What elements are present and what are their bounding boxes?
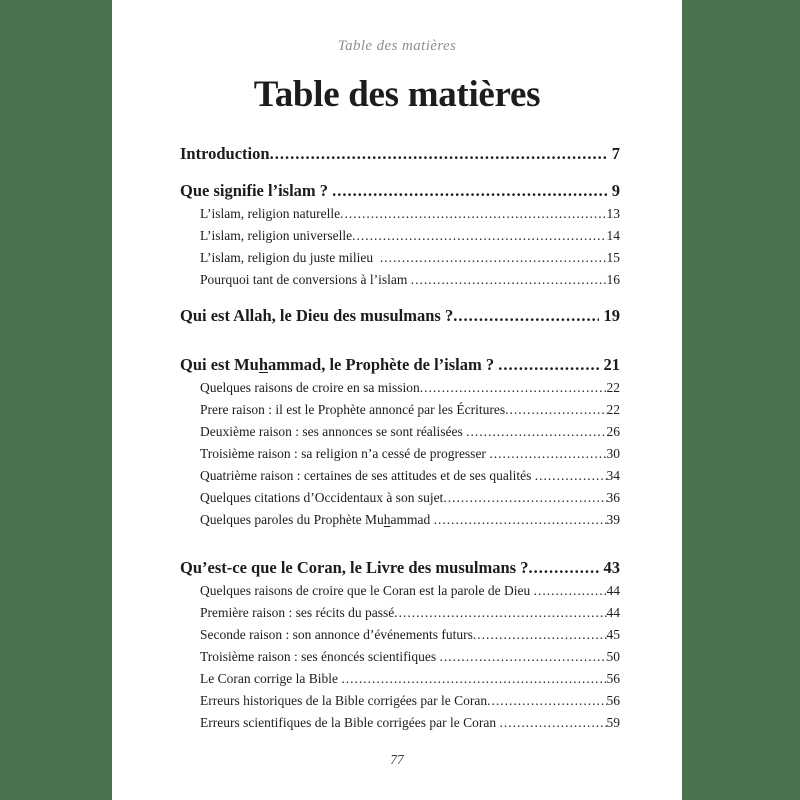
toc-entry-label-pre: Quelques paroles du Prophète Mu xyxy=(200,512,384,527)
toc-entry-page-number: 22 xyxy=(606,402,620,417)
toc-entry-page-number: 56 xyxy=(606,671,620,686)
toc-entry-page-number: 43 xyxy=(603,558,620,577)
toc-leader-dots xyxy=(505,399,606,421)
toc-entry-page-number: 26 xyxy=(606,424,620,439)
toc-entry-label: Erreurs scientifiques de la Bible corrigées par le Coran xyxy=(200,715,500,730)
toc-entry-label: Erreurs historiques de la Bible corrigées par le Coran xyxy=(200,693,488,708)
toc-entry-label: Prere raison : il est le Prophète annoncé par les Écritures xyxy=(200,402,506,417)
toc-entry-label: Pourquoi tant de conversions à l’islam xyxy=(200,272,411,287)
toc-entry-label: Le Coran corrige la Bible xyxy=(200,671,342,686)
toc-entry-label xyxy=(180,352,498,377)
toc-leader-dots xyxy=(498,352,598,377)
toc-entry-label: Que signifie l’islam ? xyxy=(180,181,333,200)
toc-entry-label: Quelques citations d’Occidentaux à son sujet xyxy=(200,490,444,505)
toc-list xyxy=(180,141,620,734)
toc-leader-dots xyxy=(453,303,598,328)
toc-leader-dots xyxy=(434,509,607,531)
toc-leader-dots xyxy=(535,465,607,487)
toc-entry xyxy=(180,690,620,712)
toc-entry-label: Quelques raisons de croire que le Coran est la parole de Dieu xyxy=(200,583,534,598)
toc-entry xyxy=(180,487,620,509)
toc-entry xyxy=(180,602,620,624)
toc-entry-label: Qui est Allah, le Dieu des musulmans ? xyxy=(180,306,454,325)
toc-entry xyxy=(180,624,620,646)
toc-entry-page-number: 30 xyxy=(606,446,620,461)
toc-section xyxy=(180,303,620,328)
toc-entry-page-number: 36 xyxy=(606,490,620,505)
toc-entry-label-post: ammad, le Prophète de l’islam ? xyxy=(268,355,499,374)
toc-entry-page-number: 7 xyxy=(611,144,620,163)
toc-entry xyxy=(180,178,620,203)
toc-entry xyxy=(180,247,620,269)
toc-leader-dots xyxy=(439,646,606,668)
toc-leader-dots xyxy=(500,712,607,734)
toc-entry-page-number: 56 xyxy=(606,693,620,708)
toc-entry xyxy=(180,141,620,166)
toc-entry-label: Quelques raisons de croire en sa mission xyxy=(200,380,420,395)
toc-entry-page-number: 14 xyxy=(606,228,620,243)
toc-section xyxy=(180,141,620,166)
book-page xyxy=(112,0,682,800)
toc-leader-dots xyxy=(534,580,607,602)
toc-entry xyxy=(180,555,620,580)
toc-leader-dots xyxy=(332,178,607,203)
toc-leader-dots xyxy=(394,602,606,624)
toc-entry-page-number: 44 xyxy=(606,605,620,620)
toc-entry-page-number: 45 xyxy=(606,627,620,642)
toc-entry-page-number: 22 xyxy=(606,380,620,395)
toc-entry-page-number: 9 xyxy=(611,181,620,200)
running-header: Table des matières xyxy=(337,38,457,54)
toc-entry xyxy=(180,203,620,225)
toc-leader-dots xyxy=(340,203,606,225)
toc-entry-label: Deuxième raison : ses annonces se sont réalisées xyxy=(200,424,467,439)
toc-section xyxy=(180,178,620,291)
toc-entry xyxy=(180,269,620,291)
toc-leader-dots xyxy=(352,225,606,247)
toc-entry xyxy=(180,509,620,531)
toc-entry-page-number: 15 xyxy=(606,250,620,265)
underlined-letter: h xyxy=(383,512,391,527)
toc-entry-page-number: 19 xyxy=(603,306,620,325)
toc-entry-label-post: ammad xyxy=(390,512,434,527)
toc-entry-page-number: 13 xyxy=(606,206,620,221)
toc-leader-dots xyxy=(473,624,607,646)
toc-entry-label xyxy=(200,509,434,531)
toc-leader-dots xyxy=(487,690,606,712)
toc-leader-dots xyxy=(411,269,607,291)
toc-entry-label: L’islam, religion universelle xyxy=(200,228,353,243)
toc-section xyxy=(180,352,620,531)
toc-entry-page-number: 59 xyxy=(606,715,620,730)
toc-leader-dots xyxy=(489,443,606,465)
toc-leader-dots xyxy=(380,247,607,269)
toc-entry-page-number: 16 xyxy=(606,272,620,287)
toc-entry xyxy=(180,421,620,443)
page-title: Table des matières xyxy=(253,74,541,115)
toc-entry-page-number: 21 xyxy=(603,355,620,374)
toc-entry xyxy=(180,443,620,465)
toc-entry xyxy=(180,668,620,690)
toc-section xyxy=(180,555,620,734)
toc-entry xyxy=(180,352,620,377)
toc-leader-dots xyxy=(341,668,606,690)
toc-entry-label: Troisième raison : sa religion n’a cessé de progresser xyxy=(200,446,490,461)
toc-leader-dots xyxy=(420,377,607,399)
toc-entry-label: Troisième raison : ses énoncés scientifiques xyxy=(200,649,440,664)
toc-entry-page-number: 39 xyxy=(606,512,620,527)
toc-entry xyxy=(180,399,620,421)
toc-entry xyxy=(180,580,620,602)
toc-entry-label: L’islam, religion naturelle xyxy=(200,206,341,221)
toc-entry-label: L’islam, religion du juste milieu xyxy=(200,250,380,265)
underlined-letter: h xyxy=(258,355,269,374)
toc-entry-page-number: 44 xyxy=(606,583,620,598)
toc-entry-page-number: 50 xyxy=(606,649,620,664)
toc-entry-label: Seconde raison : son annonce d’événements futurs xyxy=(200,627,473,642)
folio-page-number: 77 xyxy=(390,752,404,767)
toc-entry xyxy=(180,225,620,247)
toc-leader-dots xyxy=(528,555,598,580)
toc-entry-label: Première raison : ses récits du passé xyxy=(200,605,395,620)
toc-entry-label: Introduction xyxy=(180,144,270,163)
toc-entry xyxy=(180,465,620,487)
toc-entry xyxy=(180,303,620,328)
toc-entry xyxy=(180,646,620,668)
toc-entry-page-number: 34 xyxy=(606,468,620,483)
toc-leader-dots xyxy=(443,487,606,509)
toc-leader-dots xyxy=(270,141,607,166)
toc-entry xyxy=(180,712,620,734)
toc-entry-label: Quatrième raison : certaines de ses attitudes et de ses qualités xyxy=(200,468,535,483)
toc-entry xyxy=(180,377,620,399)
toc-leader-dots xyxy=(466,421,606,443)
toc-entry-label-pre: Qui est Mu xyxy=(180,355,259,374)
toc-entry-label: Qu’est-ce que le Coran, le Livre des musulmans ? xyxy=(180,558,529,577)
